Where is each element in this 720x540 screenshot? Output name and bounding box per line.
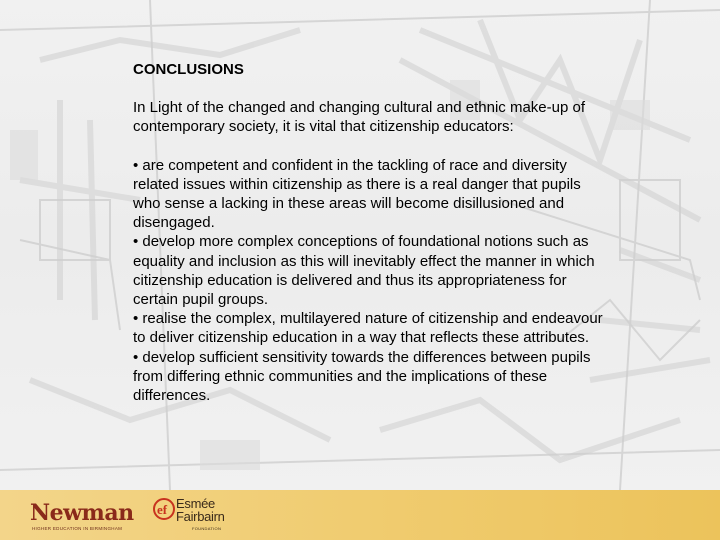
footer-band: [0, 490, 720, 540]
bullet-item: • are competent and confident in the tackling of race and diversity related issues within citizenship as there is a real danger that pupils who sense a lacking in these areas will become disillusioned and disengaged.: [133, 156, 581, 232]
bullet-item: • develop sufficient sensitivity towards the differences between pupils from differing ethnic communities and the implications of these differences.: [133, 348, 591, 405]
esmee-logo-line2: Fairbairn: [176, 509, 225, 524]
newman-logo-subtext: HIGHER EDUCATION IN BIRMINGHAM: [32, 526, 123, 531]
newman-logo-text: Newman: [30, 500, 134, 526]
esmee-fairbairn-logo: [176, 497, 236, 523]
slide-title: CONCLUSIONS: [133, 61, 244, 78]
bullet-item: • develop more complex conceptions of foundational notions such as equality and inclusion as this will inevitably effect the manner in which citizenship education is delivered and thus its appropriateness for certain pupil groups.: [133, 233, 595, 309]
bullet-item: • realise the complex, multilayered nature of citizenship and endeavour to deliver citizenship education in a way that reflects these attributes.: [133, 310, 603, 347]
svg-text:ef: ef: [157, 502, 168, 517]
esmee-logo-subtext: FOUNDATION: [192, 526, 222, 531]
newman-logo: [30, 500, 140, 536]
esmee-logo-line1: Esmée: [176, 496, 215, 511]
intro-paragraph: In Light of the changed and changing cultural and ethnic make-up of contemporary society, it is vital that citizenship educators:: [133, 99, 585, 136]
slide-content: [133, 60, 603, 405]
